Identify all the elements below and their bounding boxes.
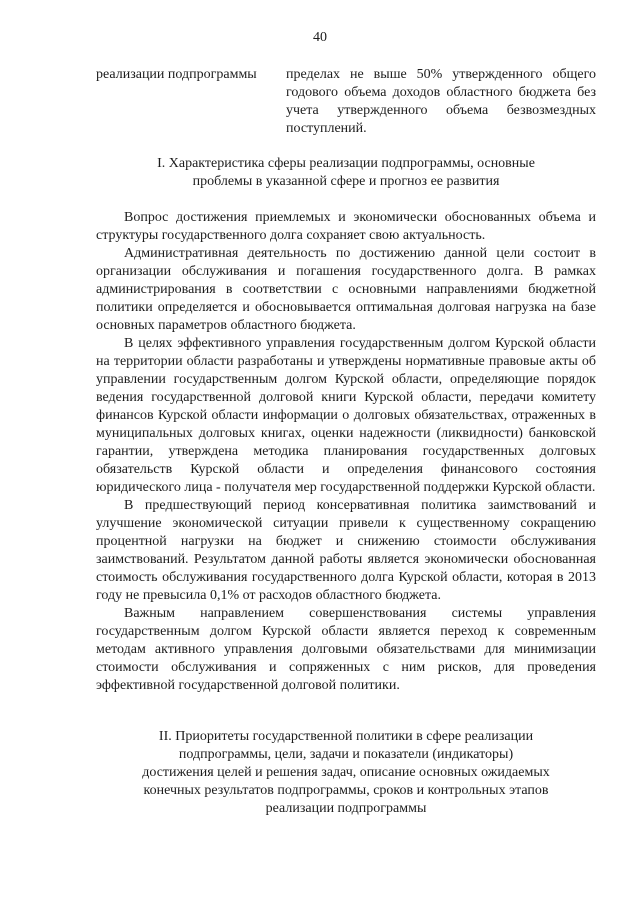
- paragraph: Важным направлением совершенствования системы управления государственным долгом Курской области является переход к современным методам активного управления долговыми обязательствами для минимизации стоимости обслуживания и сопряженных с ним рисков, для проведения эффективной государственной долговой политики.: [96, 606, 596, 693]
- section-1-heading: I. Характеристика сферы реализации подпрограммы, основные проблемы в указанной сфере и прогноз ее развития: [157, 156, 535, 189]
- paragraph: В предшествующий период консервативная политика заимствований и улучшение экономической ситуации привели к существенному сокращению процентной нагрузки на бюджет и снижению стоимости обслуживания заимствований. Результатом данной работы является экономически обоснованная стоимость обслуживания государственного долга Курской области, которая в 2013 году не превысила 0,1% от расходов областного бюджета.: [96, 498, 596, 603]
- paragraph: Административная деятельность по достижению данной цели состоит в организации обслуживания и погашения государственного долга. В рамках администрирования в соответствии с основными направлениями бюджетной политики определяется и обосновывается оптимальная долговая нагрузка на базе основных параметров областного бюджета.: [96, 246, 596, 333]
- table-continuation-row: [96, 66, 596, 138]
- table-row-label: реализации подпрограммы: [96, 67, 257, 82]
- page-number: 40: [313, 30, 327, 45]
- paragraph: В целях эффективного управления государственным долгом Курской области на территории области разработаны и утверждены нормативные правовые акты об управлении государственным долгом Курской области, определяющие порядок ведения государственной долговой книги Курской области, передачи комитету финансов Курской области информации о долговых обязательствах, отраженных в муниципальных долговых книгах, оценки надежности (ликвидности) банковской гарантии, утверждена методика планирования государственных долговых обязательств Курской области и определения финансового состояния юридического лица - получателя мер государственной поддержки Курской области.: [96, 336, 596, 495]
- paragraph: Вопрос достижения приемлемых и экономически обоснованных объема и структуры государственного долга сохраняет свою актуальность.: [96, 210, 596, 243]
- table-row-value: пределах не выше 50% утвержденного общего годового объема доходов областного бюджета без учета утвержденного объема безвозмездных поступлений.: [286, 67, 596, 136]
- section-2-heading: II. Приоритеты государственной политики в сфере реализации подпрограммы, цели, задачи и показатели (индикаторы) достижения целей и решения задач, описание основных ожидаемых конечных результатов подпрограммы, сроков и контрольных этапов реализации подпрограммы: [142, 729, 550, 816]
- section-1-body: [96, 209, 596, 695]
